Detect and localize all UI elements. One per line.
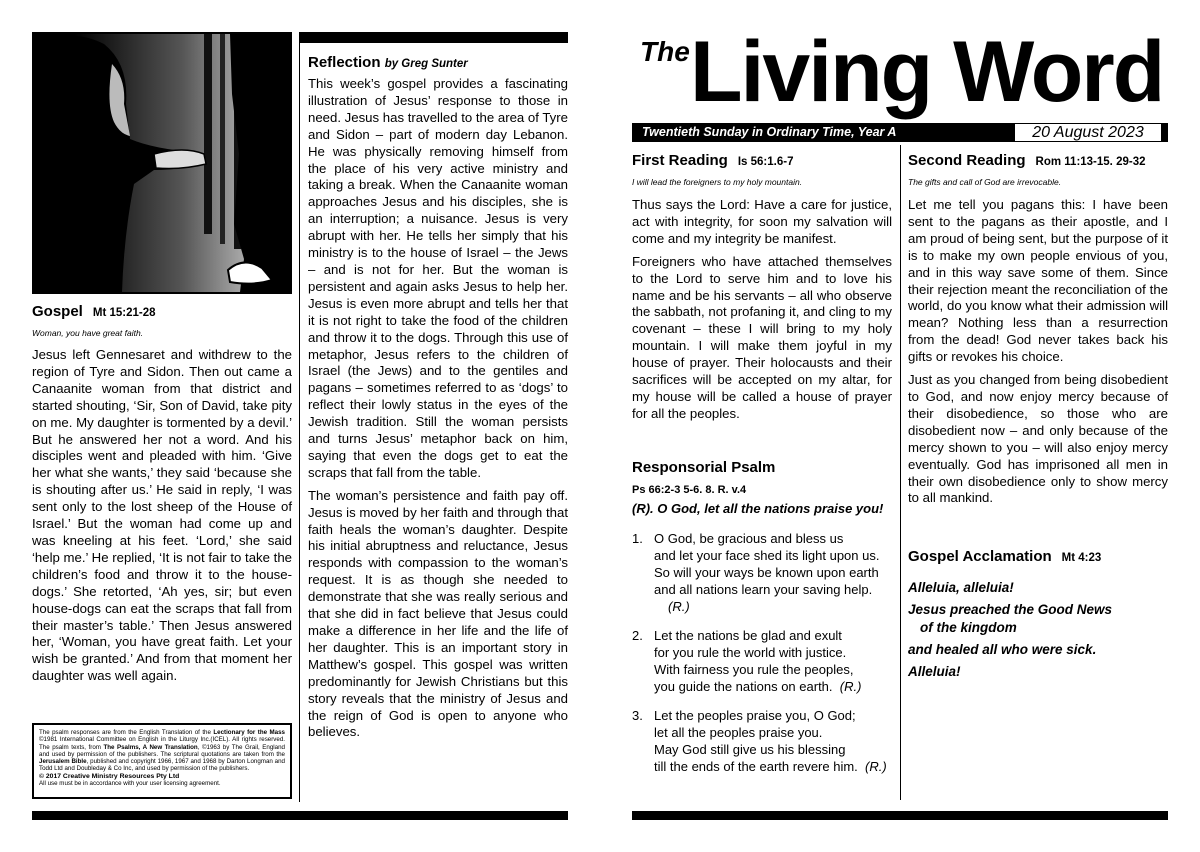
- second-reading-heading: Second Reading Rom 11:13-15. 29-32: [908, 152, 1146, 169]
- second-reading-subtitle: The gifts and call of God are irrevocable.: [908, 177, 1062, 187]
- psalm-verse: 2. Let the nations be glad and exult for you rule the world with justice. With fairness you rule the peoples, you guide the nations on earth. (R.): [632, 628, 862, 694]
- bottom-rule-bar: [632, 811, 1168, 820]
- second-reading-reference: Rom 11:13-15. 29-32: [1035, 156, 1146, 168]
- gospel-section: [32, 303, 292, 685]
- psalm-reference: Ps 66:2-3 5-6. 8. R. v.4: [632, 484, 747, 496]
- bottom-rule-bar: [32, 811, 568, 820]
- psalm-verse: 1. O God, be gracious and bless us and let your face shed its light upon us. So will your ways be known upon earth and all nations learn your saving help. (R.): [632, 530, 896, 615]
- acclamation-line: Alleluia, alleluia!: [908, 580, 1014, 595]
- copyright-owner: © 2017 Creative Ministry Resources Pty Ltd: [39, 772, 180, 780]
- copyright-license: All use must be in accordance with your user licensing agreement.: [39, 780, 221, 788]
- reflection-author: by Greg Sunter: [384, 58, 468, 70]
- second-reading-p2: Just as you changed from being disobedient to God, and now enjoy mercy because of their disobedience, so those who are disobedient now – and only because of the mercy shown to you – will also enjoy mercy eventually. God has imprisoned all men in their own disobedience only to show mercy to all mankind.: [908, 372, 1168, 506]
- first-reading-p2: Foreigners who have attached themselves to the Lord to serve him and to love his name and be his servants – all who observe the sabbath, not profaning it, and cling to my covenant – these I will bring to my holy mountain. I will make them joyful in my house of prayer. Their holocausts and their sacrifices will be accepted on my altar, for my house will be called a house of prayer for all the peoples.: [632, 253, 892, 421]
- date-text: 20 August 2023: [1032, 124, 1144, 141]
- copyright-box: [32, 723, 292, 799]
- reflection-heading: Reflection by Greg Sunter: [308, 54, 468, 71]
- acclamation-heading: Gospel Acclamation Mt 4:23: [908, 548, 1102, 565]
- second-reading-p1: Let me tell you pagans this: I have been sent to the pagans as their apostle, and I am proud of being sent, but the purpose of it is to make my own people envious of you, and in this way save some of them. Since their rejection meant the reconciliation of the world, do you know what their admission will mean? Nothing less than a resurrection from the dead! God never takes back his gifts or revokes his choice.: [908, 197, 1168, 365]
- first-reading-reference: Is 56:1.6-7: [737, 156, 794, 168]
- psalm-section: [632, 459, 896, 775]
- second-reading-section: [908, 152, 1168, 507]
- gospel-subtitle: Woman, you have great faith.: [32, 328, 144, 338]
- gospel-illustration: [32, 32, 292, 294]
- psalm-heading: Responsorial Psalm: [632, 459, 776, 476]
- top-rule-bar: [300, 32, 568, 43]
- first-reading-section: [632, 152, 892, 423]
- masthead-the: The: [640, 36, 690, 67]
- acclamation-line: Alleluia!: [908, 664, 961, 679]
- column-divider: [299, 32, 300, 802]
- reflection-section: [308, 54, 568, 741]
- first-reading-p1: Thus says the Lord: Have a care for justice, act with integrity, for soon my salvation will come and my integrity be manifest.: [632, 197, 892, 246]
- psalm-refrain: (R.): [668, 599, 690, 614]
- psalm-response: (R). O God, let all the nations praise you!: [632, 501, 884, 516]
- acclamation-line: Jesus preached the Good News: [908, 602, 1113, 617]
- acclamation-line: and healed all who were sick.: [908, 642, 1097, 657]
- first-reading-subtitle: I will lead the foreigners to my holy mountain.: [632, 177, 803, 187]
- gospel-reference: Mt 15:21-28: [92, 307, 156, 319]
- acclamation-section: [908, 548, 1168, 681]
- reflection-p1: This week’s gospel provides a fascinating illustration of Jesus’ response to those in need. Jesus has travelled to the area of Tyre and Sidon – part of modern day Lebanon. He was physically removing himself from the place of his very active ministry and taking a break. When the Canaanite woman approaches Jesus and his disciples, she is an interruption; a nuisance. Jesus is very abrupt with her. He tells her simply that his ministry is to the house of Israel – the Jews – and is not for her. But the woman is persistent and again asks Jesus to help her. Jesus is even more abrupt and tells her that it is not right to take the food of the children and throw it to the dogs. Through this use of metaphor, Jesus refers to the children of Israel (the Jews) and to the gentiles and pagans – sometimes referred to as ‘dogs’ to reflect their lowly status in the eyes of the Jewish tradition. Still the woman persists and turns Jesus’ metaphor back on him, saying that even the dogs get to eat the scraps that fall from the table.: [308, 76, 569, 480]
- gospel-heading: Gospel Mt 15:21-28: [32, 303, 156, 320]
- date-box: [1014, 123, 1162, 142]
- reflection-p2: The woman’s persistence and faith pay off. Jesus is moved by her faith and through that faith heals the woman’s daughter. Despite his initial abruptness and reluctance, Jesus responds with compassion to the woman’s request. It is as though she needed to demonstrate that she was really serious and that she did in fact believe that Jesus could make a difference in her life and the life of her daughter. This is an important story in Matthew’s gospel. This gospel was written predominantly for Jewish Christians but this story reveals that the ministry of Jesus and the reign of God is open to anyone who believes.: [308, 487, 568, 740]
- copyright-text: The psalm responses are from the English Translation of the Lectionary for the Mass ©1981 International Committee on English in the Liturgy Inc.(ICEL). All rights reserved. The psalm texts, from The Psalms, A New Translation, ©1963 by The Grail, England and used by permission of the publishers. The scriptural quotations are taken from the Jerusalem Bible, published and copyright 1966, 1967 and 1968 by Darton Longman and Todd Ltd and Doubleday & Co Inc, and used by permission of the publishers.: [39, 729, 285, 773]
- first-reading-heading: First Reading Is 56:1.6-7: [632, 152, 794, 169]
- column-divider-right: [900, 145, 901, 800]
- psalm-refrain: (R.): [865, 759, 887, 774]
- psalm-verse: 3. Let the peoples praise you, O God; let all the peoples praise you. May God still give us his blessing till the ends of the earth revere him. (R.): [632, 708, 887, 774]
- occasion-text: Twentieth Sunday in Ordinary Time, Year A: [642, 125, 897, 139]
- psalm-refrain: (R.): [839, 679, 862, 694]
- acclamation-reference: Mt 4:23: [1061, 552, 1102, 564]
- acclamation-line: of the kingdom: [920, 620, 1017, 635]
- jesus-woman-illustration: [34, 34, 290, 292]
- gospel-text: Jesus left Gennesaret and withdrew to the region of Tyre and Sidon. Then out came a Canaanite woman from that district and started shouting, ‘Sir, Son of David, take pity on me. My daughter is tormented by a devil.’ But he answered her not a word. And his disciples went and pleaded with him. ‘Give her what she wants,’ they said ‘because she is shouting after us.’ He said in reply, ‘I was sent only to the lost sheep of the House of Israel.’ But the woman had come up and was kneeling at his feet. ‘Lord,’ she said ‘help me.’ He replied, ‘It is not fair to take the children’s food and throw it to the house-dogs.’ She retorted, ‘Ah yes, sir; but even house-dogs can eat the scraps that fall from their master’s table.’ Then Jesus answered her, ‘Woman, you have great faith. Let your wish be granted.’ And from that moment her daughter was well again.: [32, 347, 292, 684]
- masthead-title: Living Word: [690, 24, 1164, 120]
